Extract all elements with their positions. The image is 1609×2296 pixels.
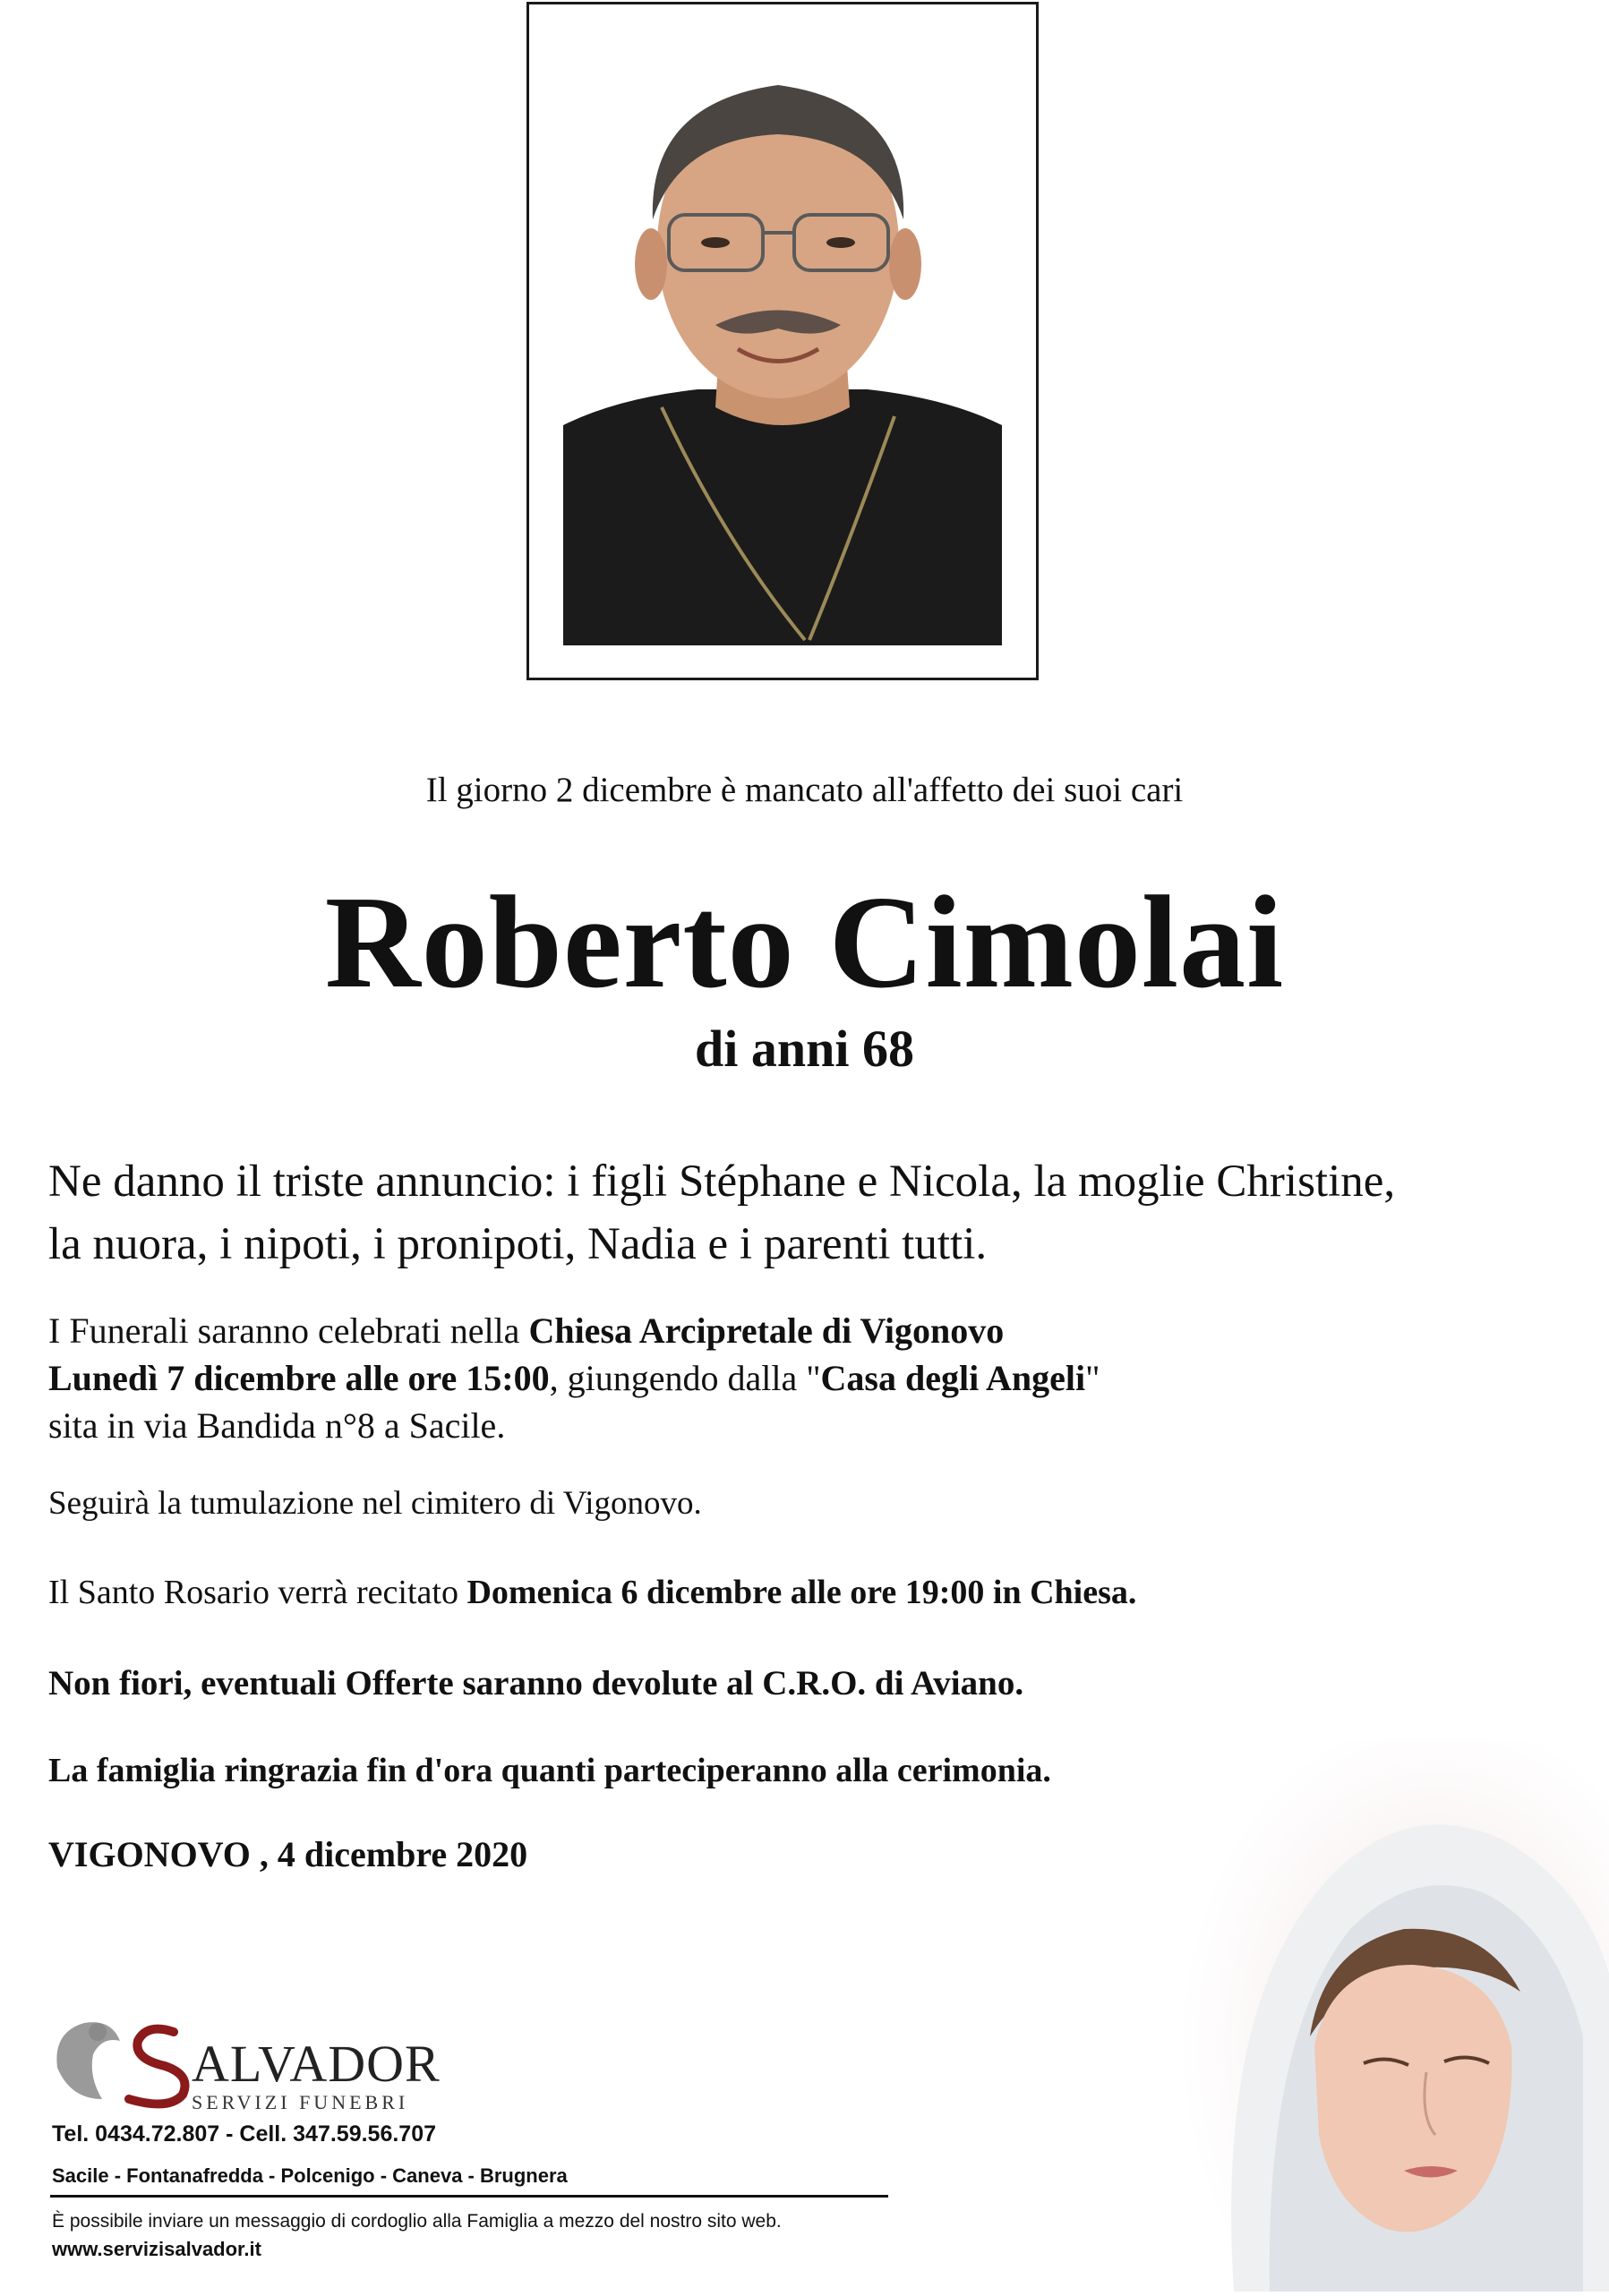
announcement-line: la nuora, i nipoti, i pronipoti, Nadia e i parenti tutti. xyxy=(48,1219,988,1269)
funeral-text: I Funerali saranno celebrati nella xyxy=(48,1310,529,1351)
salvador-logo xyxy=(48,2005,469,2117)
condolence-message: È possibile inviare un messaggio di cordoglio alla Famiglia a mezzo del nostro sito web. xyxy=(52,2211,782,2232)
funeral-text: " xyxy=(1085,1358,1100,1398)
deceased-age: di anni 68 xyxy=(695,1020,914,1078)
logo-subtitle: SERVIZI FUNEBRI xyxy=(192,2091,409,2113)
funeral-text: , giungendo dalla " xyxy=(549,1358,821,1398)
rosary-text: Il Santo Rosario verrà recitato xyxy=(48,1574,467,1611)
logo-name: ALVADOR xyxy=(192,2035,441,2093)
portrait-frame xyxy=(526,2,1039,680)
burial-info: Seguirà la tumulazione nel cimitero di Vigonovo. xyxy=(48,1485,702,1522)
funeral-line-1 xyxy=(48,1307,1570,1354)
funeral-church: Chiesa Arcipretale di Vigonovo xyxy=(528,1310,1005,1351)
service-towns: Sacile - Fontanafredda - Polcenigo - Caneva - Brugnera xyxy=(52,2164,568,2187)
rosary-info xyxy=(48,1573,1570,1612)
website-link[interactable]: www.servizisalvador.it xyxy=(52,2238,261,2260)
footer-divider xyxy=(50,2195,888,2198)
phone-numbers: Tel. 0434.72.807 - Cell. 347.59.56.707 xyxy=(52,2121,437,2147)
announcement xyxy=(48,1150,1570,1276)
portrait-photo xyxy=(563,40,1002,645)
funeral-details xyxy=(48,1307,1570,1449)
place-date: VIGONOVO , 4 dicembre 2020 xyxy=(48,1834,528,1874)
funeral-line-2 xyxy=(48,1354,1570,1402)
thanks-note: La famiglia ringrazia fin d'ora quanti parteciperanno alla cerimonia. xyxy=(48,1752,1051,1789)
intro-text: Il giorno 2 dicembre è mancato all'affetto dei suoi cari xyxy=(425,771,1184,809)
flowers-note: Non fiori, eventuali Offerte saranno devolute al C.R.O. di Aviano. xyxy=(48,1664,1024,1703)
funeral-address: sita in via Bandida n°8 a Sacile. xyxy=(48,1405,506,1446)
funeral-from-place: Casa degli Angeli xyxy=(820,1358,1086,1398)
rosary-when: Domenica 6 dicembre alle ore 19:00 in Chiesa. xyxy=(466,1574,1137,1611)
announcement-line: Ne danno il triste annuncio: i figli Stéphane e Nicola, la moglie Christine, xyxy=(48,1157,1396,1207)
deceased-name: Roberto Cimolai xyxy=(324,869,1285,1016)
funeral-datetime: Lunedì 7 dicembre alle ore 15:00 xyxy=(48,1358,550,1398)
madonna-image xyxy=(1180,1741,1609,2292)
